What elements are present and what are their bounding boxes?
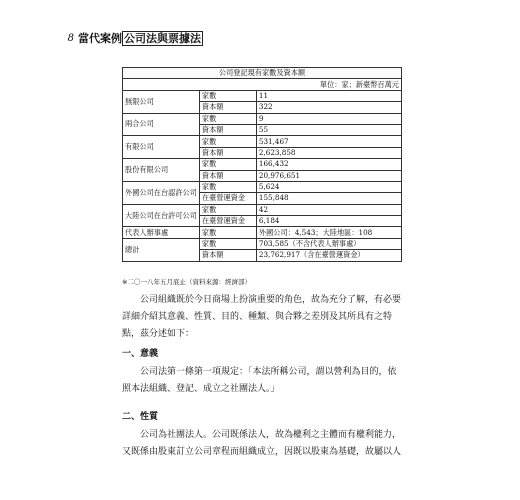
metric-value-cell: 42 (256, 204, 401, 215)
title-main: 公司法與票據法 (124, 32, 201, 45)
metric-value-cell: 155,848 (256, 193, 401, 204)
metric-label-cell: 家數 (199, 181, 256, 192)
metric-label-cell: 家數 (199, 90, 256, 101)
company-type-cell: 兩合公司 (123, 113, 200, 136)
table-unit: 單位：家；新臺幣百萬元 (123, 79, 402, 90)
company-type-cell: 無限公司 (123, 90, 200, 113)
metric-value-cell: 531,467 (256, 136, 401, 147)
table-row (123, 159, 402, 170)
metric-label-cell: 家數 (199, 113, 256, 124)
table-row (123, 113, 402, 124)
metric-label-cell: 家數 (199, 227, 256, 238)
company-registration-table (122, 67, 402, 262)
company-type-cell: 代表人辦事處 (123, 227, 200, 238)
metric-value-cell: 9 (256, 113, 401, 124)
metric-label-cell: 資本額 (199, 124, 256, 135)
metric-value-cell: 703,585（不含代表人辦事處） (256, 238, 401, 249)
metric-value-cell: 11 (256, 90, 401, 101)
running-title (78, 30, 203, 46)
page-number: 8 (67, 32, 74, 44)
section-heading-meaning: 一、意義 (122, 349, 159, 359)
nature-paragraph: 公司為社團法人。公司既係法人，故為權利之主體而有權利能力，又既係由股東訂立公司章程而組織成立，因既以股東為基礎，故屬以人 (122, 430, 402, 457)
metric-label-cell: 資本額 (199, 102, 256, 113)
table-caption: 公司登記現有家數及資本額 (123, 68, 402, 79)
metric-value-cell: 外國公司：4,543；大陸地區：108 (256, 227, 401, 238)
metric-value-cell: 6,184 (256, 216, 401, 227)
table-row (123, 227, 402, 238)
metric-label-cell: 資本額 (199, 250, 256, 261)
company-type-cell: 大陸公司在台許可公司 (123, 204, 200, 227)
metric-label-cell: 在臺營運資金 (199, 193, 256, 204)
section-heading-nature: 二、性質 (122, 412, 159, 422)
metric-label-cell: 資本額 (199, 147, 256, 158)
company-type-cell: 股份有限公司 (123, 159, 200, 182)
metric-value-cell: 2,623,858 (256, 147, 401, 158)
metric-value-cell: 23,762,917（含在臺營運資金） (256, 250, 401, 261)
metric-value-cell: 55 (256, 124, 401, 135)
table-row (123, 204, 402, 215)
metric-label-cell: 家數 (199, 136, 256, 147)
metric-value-cell: 5,624 (256, 181, 401, 192)
metric-value-cell: 20,976,651 (256, 170, 401, 181)
meaning-paragraph: 公司法第一條第一項規定：「本法所稱公司，謂以營利為目的，依照本法組織、登記、成立之社團法人。」 (122, 367, 397, 394)
metric-label-cell: 在臺營運資金 (199, 216, 256, 227)
metric-value-cell: 166,432 (256, 159, 401, 170)
metric-label-cell: 家數 (199, 204, 256, 215)
company-type-cell: 外國公司在台認許公司 (123, 181, 200, 204)
metric-value-cell: 322 (256, 102, 401, 113)
title-prefix: 當代案例 (78, 32, 122, 45)
table-row (123, 90, 402, 101)
running-header (60, 30, 203, 46)
table-row (123, 136, 402, 147)
metric-label-cell: 家數 (199, 238, 256, 249)
metric-label-cell: 資本額 (199, 170, 256, 181)
table-source-note: ※二〇一八年五月底止（資料來源：經濟部） (122, 278, 251, 286)
table-row (123, 238, 402, 249)
table-row (123, 181, 402, 192)
intro-paragraph: 公司組織既於今日商場上扮演重要的角色，故為充分了解，有必要詳細介紹其意義、性質、目的、種類、與合夥之差別及其所具有之特點，茲分述如下： (122, 295, 402, 339)
company-type-cell: 總計 (123, 238, 200, 261)
company-type-cell: 有限公司 (123, 136, 200, 159)
metric-label-cell: 家數 (199, 159, 256, 170)
